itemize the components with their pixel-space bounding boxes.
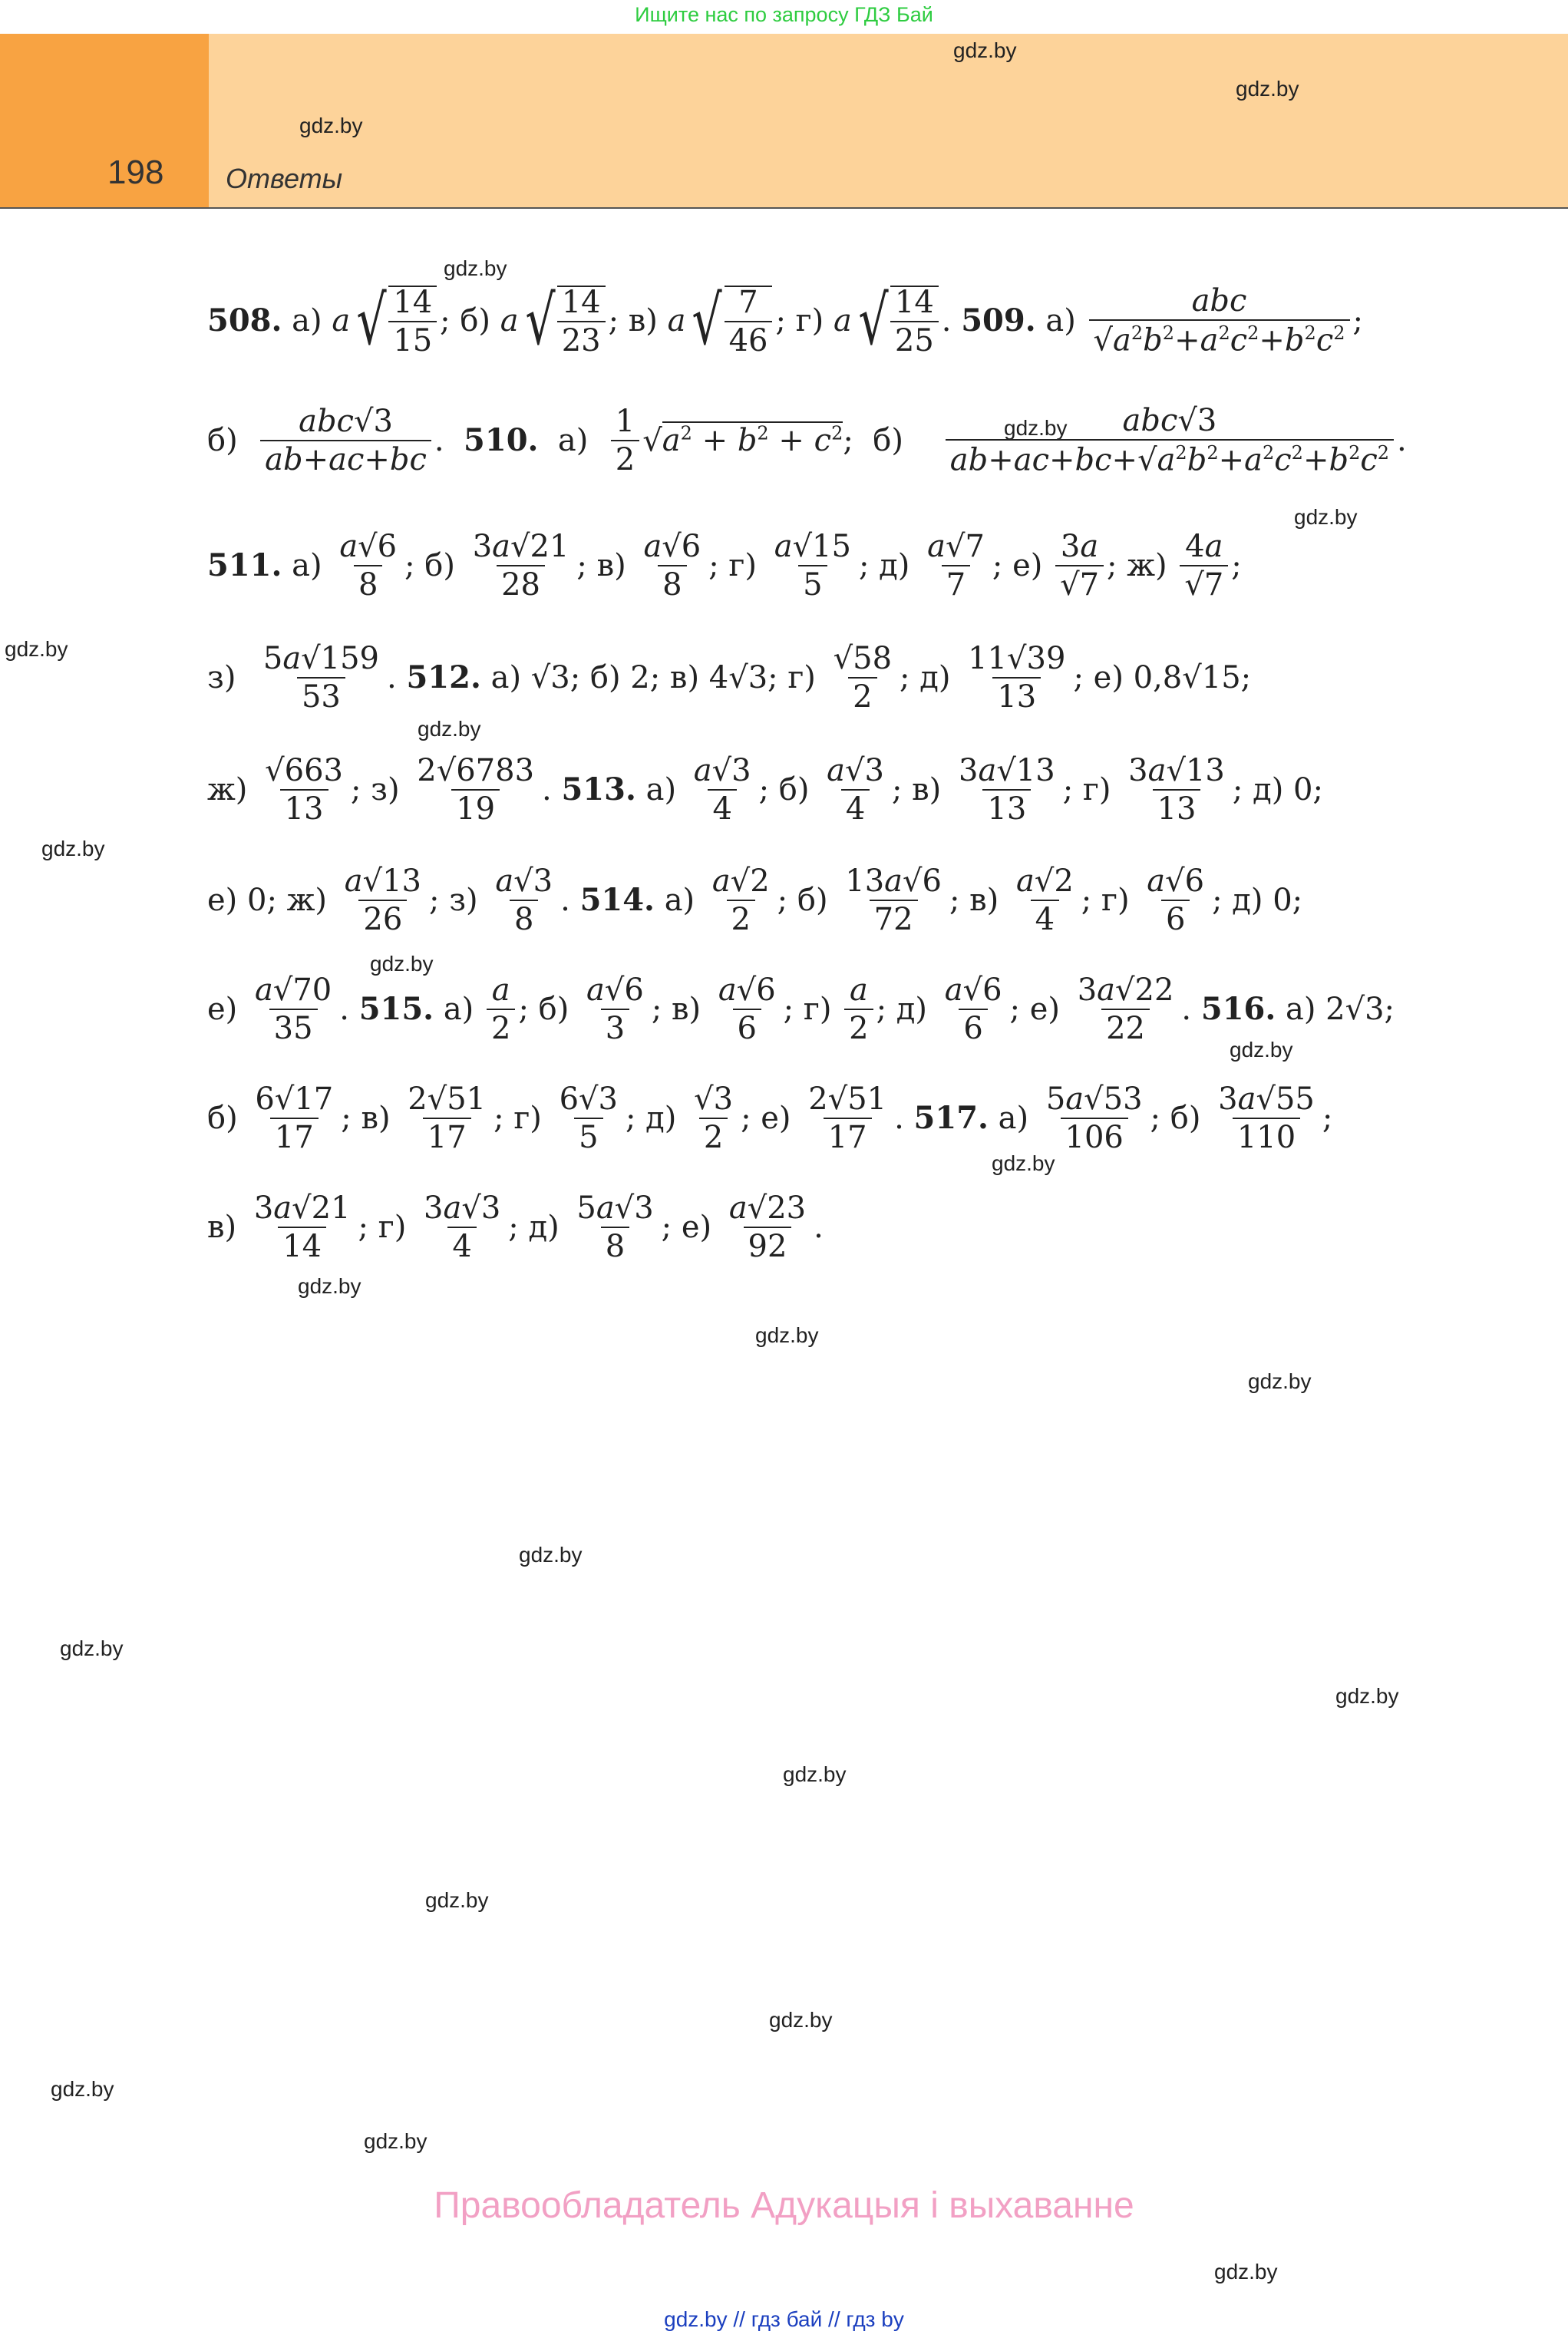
section-title: Ответы [226,163,343,194]
watermark: gdz.by [364,2129,427,2153]
problem-number: 511. [207,547,282,583]
watermark: gdz.by [783,1762,847,1786]
watermark: gdz.by [425,1888,489,1912]
watermark: gdz.by [60,1636,124,1660]
watermark: gdz.by [5,637,68,661]
answer-line: 511. а) $\frac{a√6}{8}$ ; б) $\frac{3a√21}{28}$ ; в) $\frac{a√6}{8}$ ; г) $\frac{a√15}{5}$ ; д) $\frac{a√7}{7}$ ; е) $\frac{3a}{√7}$ ; ж) $\frac{4a}{√7}$ ; [207,529,1242,603]
watermark: gdz.by [1236,77,1299,101]
watermark: gdz.by [953,38,1017,62]
answer-line: е) 0; ж) $\frac{a√13}{26}$ ; з) $\frac{a√3}{8}$ . 514. а) $\frac{a√2}{2}$ ; б) $\frac{13a√6}{72}$ ; в) $\frac{a√2}{4}$ ; г) $\frac{a√6}{6}$ ; д) 0; [207,864,1303,937]
answer-line: б) $\frac{\text{abc√3}}{ab+ac+bc}$ . 510. а) $\frac{1}{2}$ $√a^2 + b^2 + c^2$ ; б) $\frac{\text{abc√3}}{ab+ac+bc+√a^2b^2+a^2c^2+b^2c^2}$ . [207,403,1407,478]
watermark: gdz.by [1004,416,1068,440]
watermark: gdz.by [769,2008,833,2032]
answer-line: в) $\frac{3a√21}{14}$ ; г) $\frac{3a√3}{4}$ ; д) $\frac{5a√3}{8}$ ; е) $\frac{a√23}{92}$ . [207,1190,824,1264]
problem-number: 513. [561,771,636,807]
watermark: gdz.by [370,952,434,976]
watermark: gdz.by [1248,1369,1312,1393]
problem-number: 510. [464,421,539,458]
problem-number: 516. [1200,991,1276,1027]
problem-number: 508. [207,302,282,338]
problem-number: 509. [961,302,1036,338]
header-page-block [0,34,209,207]
watermark: gdz.by [519,1543,583,1567]
watermark: gdz.by [298,1274,361,1298]
footer-links[interactable]: gdz.by // гдз бай // гдз by [664,2307,904,2331]
problem-number: 512. [406,659,481,695]
watermark: gdz.by [444,256,507,280]
header-rule [0,207,1568,209]
copyright-notice: Правообладатель Адукацыя і выхаванне [434,2185,1134,2226]
problem-number: 514. [579,882,655,918]
watermark: gdz.by [41,837,105,860]
watermark: gdz.by [755,1323,819,1347]
watermark: gdz.by [1230,1038,1293,1062]
watermark: gdz.by [1294,505,1358,529]
page-number: 198 [107,154,164,191]
problem-number: 517. [913,1100,989,1136]
watermark: gdz.by [418,717,481,741]
problem-number: 515. [358,991,434,1027]
answer-line: 508. а) a √ $\frac{14}{15}$ ; б) a √ $\frac{14}{23}$ ; в) a √ $\frac{7}{46}$ ; г) a √ $\frac{14}{25}$ . 509. а) $\frac{\text{abc}}{√a^2b^2+a^2c^2+b^2c^2}$ ; [207,281,1363,360]
search-banner: Ищите нас по запросу ГДЗ Бай [635,3,933,26]
answer-line: е) $\frac{a√70}{35}$ . 515. а) $\frac{a}{2}$ ; б) $\frac{a√6}{3}$ ; в) $\frac{a√6}{6}$ ; г) $\frac{a}{2}$ ; д) $\frac{a√6}{6}$ ; е) $\frac{3a√22}{22}$ . 516. а) 2√3; [207,973,1395,1046]
watermark: gdz.by [1214,2260,1278,2284]
watermark: gdz.by [51,2077,114,2101]
watermark: gdz.by [992,1151,1055,1175]
answer-line: з) $\frac{5a√159}{53}$ . 512. а) √3; б) 2; в) 4√3; г) $\frac{√58}{2}$ ; д) $\frac{11√39}{13}$ ; е) 0,8√15; [207,641,1252,715]
answer-line: ж) $\frac{√663}{13}$ ; з) $\frac{2√6783}{19}$ . 513. а) $\frac{a√3}{4}$ ; б) $\frac{a√3}{4}$ ; в) $\frac{3a√13}{13}$ ; г) $\frac{3a√13}{13}$ ; д) 0; [207,753,1323,827]
watermark: gdz.by [1335,1684,1399,1708]
watermark: gdz.by [299,114,363,137]
answer-line: б) $\frac{6√17}{17}$ ; в) $\frac{2√51}{17}$ ; г) $\frac{6√3}{5}$ ; д) $\frac{√3}{2}$ ; е) $\frac{2√51}{17}$ . 517. а) $\frac{5a√53}{106}$ ; б) $\frac{3a√55}{110}$ ; [207,1081,1333,1155]
